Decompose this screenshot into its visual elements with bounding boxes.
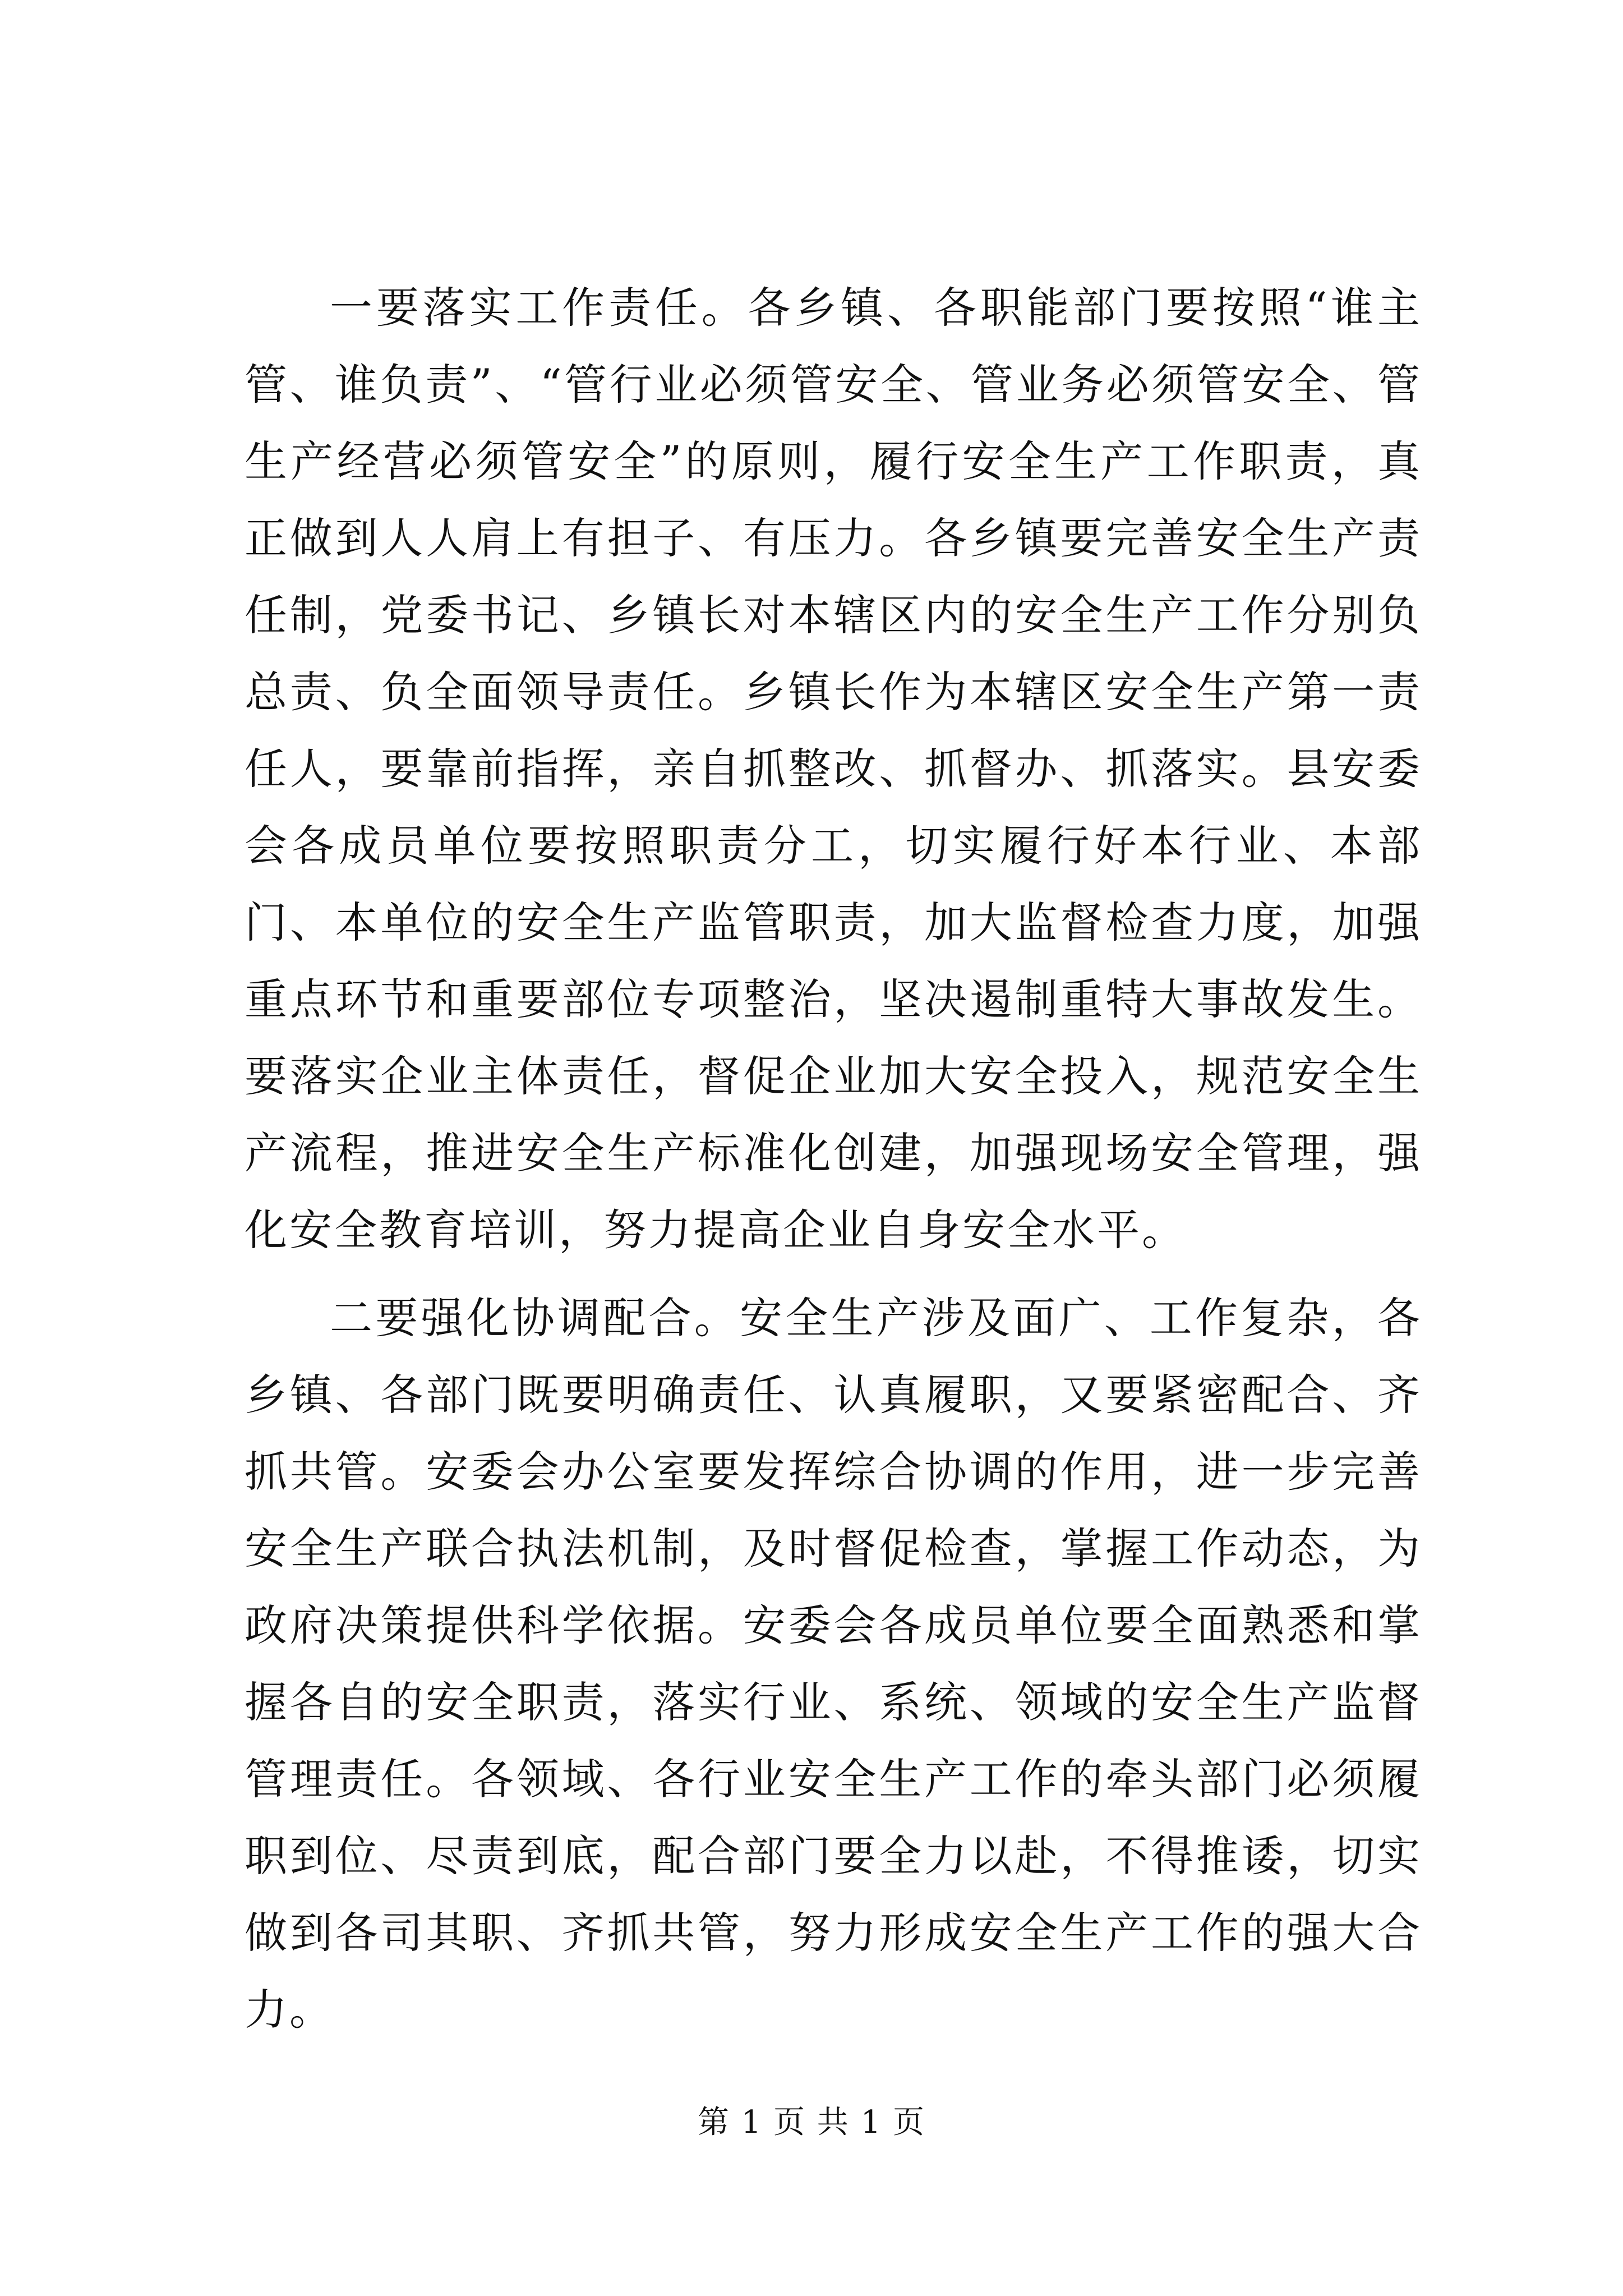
paragraph-coordination: 二要强化协调配合。安全生产涉及面广、工作复杂，各乡镇、各部门既要明确责任、认真履职，又要紧密配合、齐抓共管。安委会办公室要发挥综合协调的作用，进一步完善安全生产联合执法机制，及时督促检查，掌握工作动态，为政府决策提供科学依据。安委会各成员单位要全面熟悉和掌握各自的安全职责，落实行业、系统、领域的安全生产监督管理责任。各领域、各行业安全生产工作的牵头部门必须履职到位、尽责到底，配合部门要全力以赴，不得推诿，切实做到各司其职、齐抓共管，努力形成安全生产工作的强大合力。 [245, 1293, 1422, 2035]
document-body [245, 269, 1422, 2059]
page-number-footer: 第 1 页 共 1 页 [697, 2104, 926, 2141]
paragraph-work-responsibility: 一要落实工作责任。各乡镇、各职能部门要按照“谁主管、谁负责”、“管行业必须管安全、管业务必须管安全、管生产经营必须管安全”的原则，履行安全生产工作职责，真正做到人人肩上有担子、有压力。各乡镇要完善安全生产责任制，党委书记、乡镇长对本辖区内的安全生产工作分别负总责、负全面领导责任。乡镇长作为本辖区安全生产第一责任人，要靠前指挥，亲自抓整改、抓督办、抓落实。县安委会各成员单位要按照职责分工，切实履行好本行业、本部门、本单位的安全生产监管职责，加大监督检查力度，加强重点环节和重要部位专项整治，坚决遏制重特大事故发生。要落实企业主体责任，督促企业加大安全投入，规范安全生产流程，推进安全生产标准化创建，加强现场安全管理，强化安全教育培训，努力提高企业自身安全水平。 [245, 283, 1422, 1255]
